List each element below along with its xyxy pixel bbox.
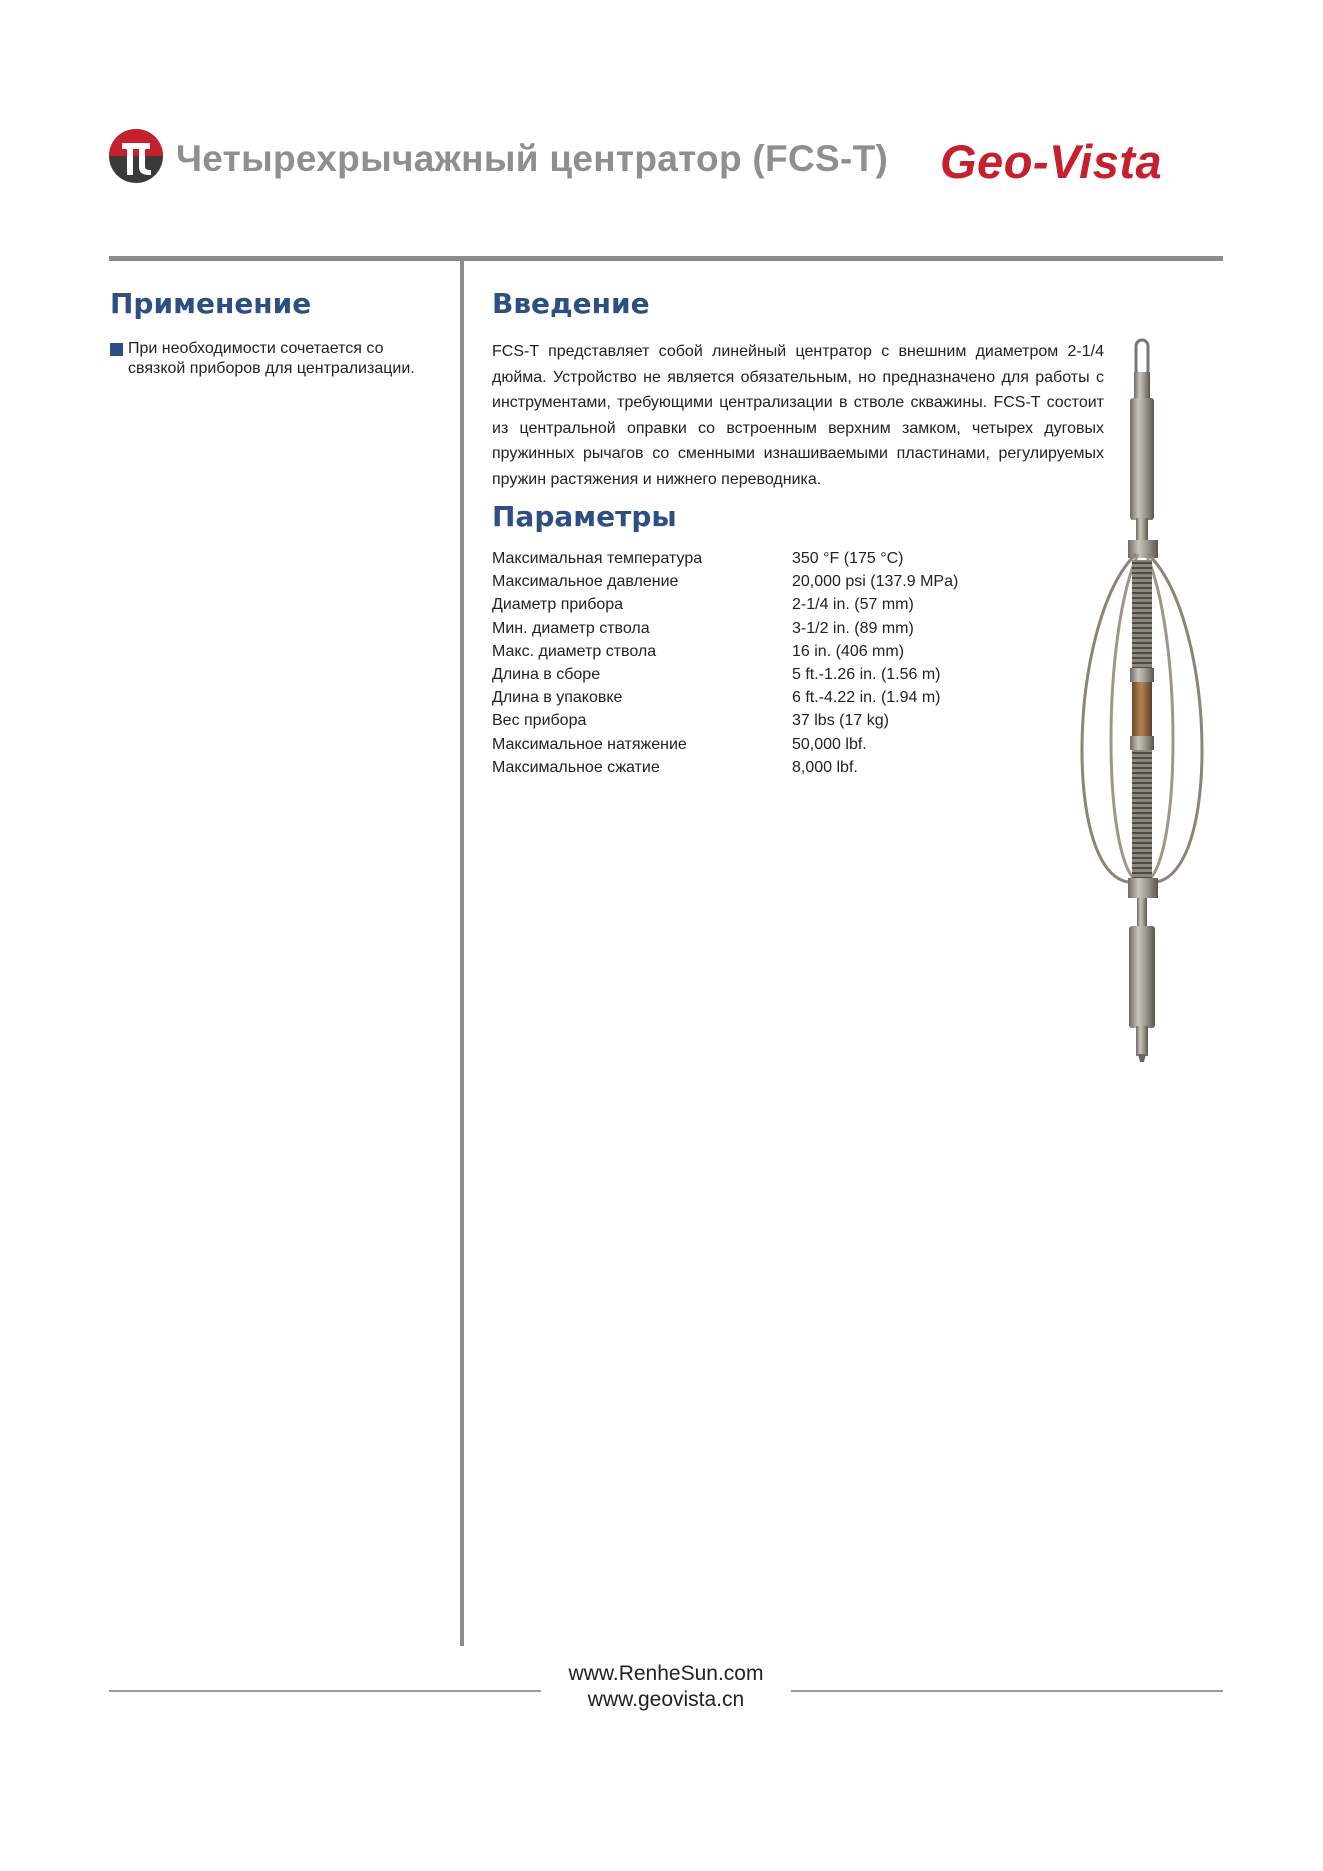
param-value: 16 in. (406 mm) — [792, 642, 905, 660]
param-value: 3-1/2 in. (89 mm) — [792, 619, 914, 637]
param-value: 37 lbs (17 kg) — [792, 712, 889, 730]
param-value: 5 ft.-1.26 in. (1.56 m) — [792, 665, 941, 683]
param-name: Длина в упаковке — [492, 689, 623, 707]
param-row — [492, 593, 1012, 616]
footer-divider-left — [109, 1690, 541, 1692]
param-name: Мин. диаметр ствола — [492, 619, 650, 637]
application-heading: Применение — [110, 287, 312, 320]
param-name: Максимальное сжатие — [492, 758, 660, 776]
param-name: Вес прибора — [492, 712, 587, 730]
param-row — [492, 570, 1012, 593]
param-row — [492, 640, 1012, 663]
application-item: При необходимости сочетается со связкой приборов для централизации. — [128, 340, 415, 377]
footer-link-renhesun[interactable]: www.RenheSun.com — [568, 1662, 764, 1685]
brand-logo: Geo-Vista — [940, 135, 1163, 188]
param-value: 20,000 psi (137.9 MPa) — [792, 573, 959, 591]
param-name: Максимальное натяжение — [492, 735, 687, 753]
param-name: Макс. диаметр ствола — [492, 642, 657, 660]
param-row — [492, 547, 1012, 570]
param-name: Длина в сборе — [492, 665, 601, 683]
parameters-table — [492, 547, 1012, 779]
param-row — [492, 756, 1012, 779]
introduction-heading: Введение — [492, 287, 650, 320]
param-value: 350 °F (175 °C) — [792, 550, 904, 567]
centralizer-tool-image — [1066, 332, 1216, 1062]
param-row — [492, 709, 1012, 732]
param-value: 8,000 lbf. — [792, 758, 858, 776]
param-name: Диаметр прибора — [492, 596, 624, 614]
header-divider — [109, 256, 1223, 261]
param-name: Максимальная температура — [492, 550, 703, 567]
footer-link-geovista[interactable]: www.geovista.cn — [587, 1688, 745, 1711]
param-value: 2-1/4 in. (57 mm) — [792, 596, 914, 614]
introduction-text: FCS-T представляет собой линейный центратор с внешним диаметром 2-1/4 дюйма. Устройство не является обязательным, но предназначено для работы с инструментами, требующими централизации в стволе скважины. FCS-T состоит из центральной оправки со встроенным верхним замком, четырех дуговых пружинных рычагов со сменными изнашиваемыми пластинами, регулируемых пружин растяжения и нижнего переводника. — [492, 343, 1104, 488]
square-bullet-icon — [110, 343, 123, 356]
param-row — [492, 617, 1012, 640]
param-row — [492, 733, 1012, 756]
company-logo-icon — [108, 127, 164, 185]
parameters-heading: Параметры — [492, 500, 677, 533]
column-divider — [460, 259, 464, 1646]
param-name: Максимальное давление — [492, 573, 679, 591]
param-row — [492, 663, 1012, 686]
footer-divider-right — [791, 1690, 1223, 1692]
document-title: Четырехрычажный центратор (FCS-T) — [176, 138, 889, 179]
param-value: 50,000 lbf. — [792, 735, 867, 753]
param-value: 6 ft.-4.22 in. (1.94 m) — [792, 689, 941, 707]
param-row — [492, 686, 1012, 709]
